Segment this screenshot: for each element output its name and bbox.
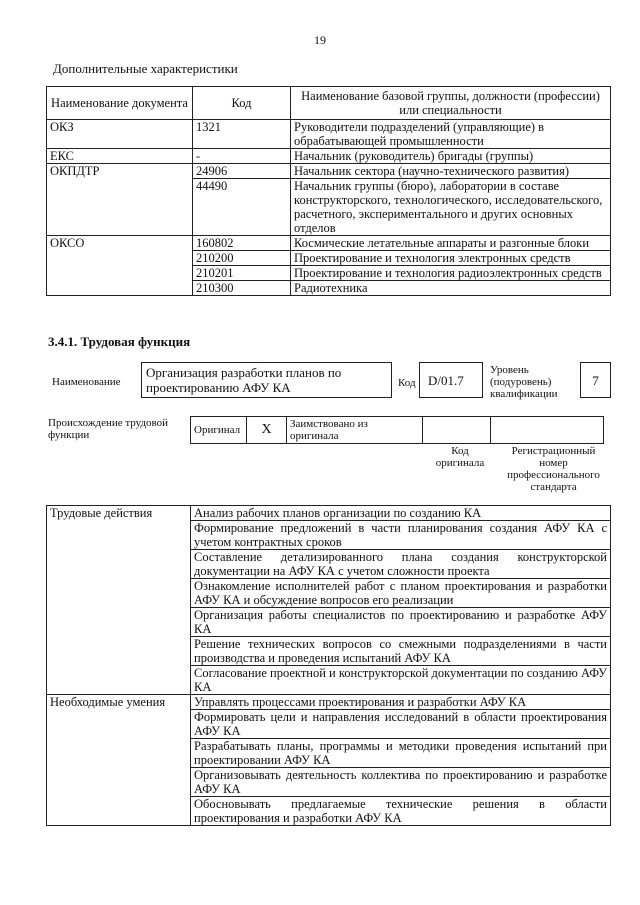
name-cell: Начальник группы (бюро), лаборатории в составе конструкторского, технологического, исследовательского, расчетного, экспериментального и других основных отделов [291, 179, 611, 236]
table-row [47, 236, 611, 251]
level-value: 7 [592, 373, 599, 388]
reg-number-label: Регистрационный номер профессионального стандарта [507, 445, 600, 493]
table-row [47, 149, 611, 164]
code-original-label: Код оригинала [435, 445, 485, 469]
labor-action-item: Согласование проектной и конструкторской документации по созданию АФУ КА [191, 666, 611, 695]
labor-action-item: Составление детализированного плана создания конструкторской документации на АФУ КА с учетом сложности проекта [191, 550, 611, 579]
function-name-value: Организация разработки планов по проектированию АФУ КА [146, 365, 342, 395]
doc-cell: ОКЗ [47, 120, 193, 149]
skill-item: Управлять процессами проектирования и разработки АФУ КА [191, 695, 611, 710]
name-cell: Радиотехника [291, 281, 611, 296]
name-label: Наименование [52, 376, 121, 388]
origin-table [190, 416, 604, 444]
original-mark: X [247, 417, 287, 444]
name-cell: Начальник сектора (научно-технического развития) [291, 164, 611, 179]
function-code-box [419, 362, 483, 398]
labor-action-item: Формирование предложений в части планирования создания АФУ КА с учетом контрактных сроков [191, 521, 611, 550]
labor-function-heading: 3.4.1. Трудовая функция [48, 334, 191, 349]
table-row [47, 164, 611, 179]
code-cell: 210200 [193, 251, 291, 266]
code-original-cell [423, 417, 491, 444]
doc-cell: ОКСО [47, 236, 193, 296]
origin-label: Происхождение трудовой функции [48, 417, 169, 441]
table-row [47, 120, 611, 149]
name-cell: Проектирование и технология радиоэлектронных средств [291, 266, 611, 281]
additional-characteristics-table [46, 86, 611, 296]
name-cell: Руководители подразделений (управляющие) в обрабатывающей промышленности [291, 120, 611, 149]
reg-number-cell [491, 417, 604, 444]
function-name-box [141, 362, 392, 398]
code-cell: 210300 [193, 281, 291, 296]
doc-cell: ЕКС [47, 149, 193, 164]
skills-label: Необходимые умения [47, 695, 191, 826]
skill-item: Формировать цели и направления исследований в области проектирования АФУ КА [191, 710, 611, 739]
page-number: 19 [314, 33, 326, 47]
original-label: Оригинал [191, 417, 247, 444]
labor-action-item: Ознакомление исполнителей работ с планом проектирования и разработки АФУ КА и обсуждение вопросов его реализации [191, 579, 611, 608]
header-name: Наименование базовой группы, должности (профессии) или специальности [291, 87, 611, 120]
code-cell: 1321 [193, 120, 291, 149]
header-code: Код [193, 87, 291, 120]
labor-action-item: Организация работы специалистов по проектированию и разработке АФУ КА [191, 608, 611, 637]
function-code-value: D/01.7 [428, 373, 464, 388]
additional-characteristics-heading: Дополнительные характеристики [53, 61, 238, 76]
labor-function-details-table [46, 505, 611, 826]
code-label: Код [398, 377, 416, 389]
name-cell: Космические летательные аппараты и разгонные блоки [291, 236, 611, 251]
labor-action-item: Решение технических вопросов со смежными подразделениями в части производства и проведения испытаний АФУ КА [191, 637, 611, 666]
level-box [580, 362, 611, 398]
skill-item: Организовывать деятельность коллектива по проектированию и разработке АФУ КА [191, 768, 611, 797]
skill-item: Обосновывать предлагаемые технические решения в области проектирования и разработки АФУ КА [191, 797, 611, 826]
labor-actions-label: Трудовые действия [47, 506, 191, 695]
doc-cell: ОКПДТР [47, 164, 193, 236]
level-label: Уровень (подуровень) квалификации [490, 364, 558, 400]
borrowed-label: Заимствовано из оригинала [287, 417, 423, 444]
code-cell: 210201 [193, 266, 291, 281]
skill-item: Разрабатывать планы, программы и методики проведения испытаний при проектировании АФУ КА [191, 739, 611, 768]
code-cell: - [193, 149, 291, 164]
header-doc: Наименование документа [47, 87, 193, 120]
name-cell: Проектирование и технология электронных средств [291, 251, 611, 266]
table-row [47, 695, 611, 710]
table-header-row [47, 87, 611, 120]
code-cell: 44490 [193, 179, 291, 236]
labor-action-item: Анализ рабочих планов организации по созданию КА [191, 506, 611, 521]
table-row [47, 506, 611, 521]
name-cell: Начальник (руководитель) бригады (группы) [291, 149, 611, 164]
code-cell: 160802 [193, 236, 291, 251]
code-cell: 24906 [193, 164, 291, 179]
